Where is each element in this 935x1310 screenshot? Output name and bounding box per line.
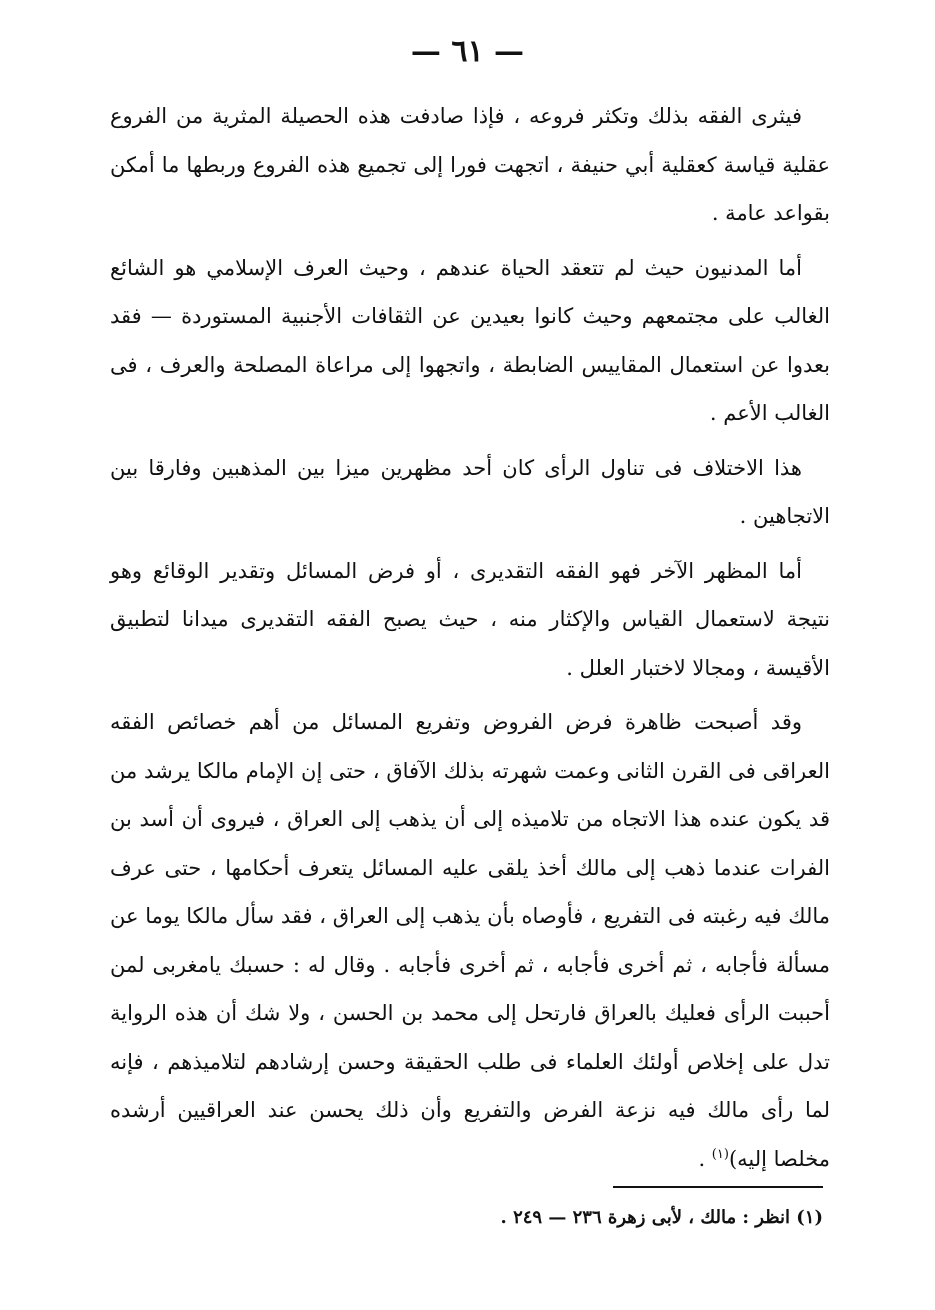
page-number: — ٦١ — <box>410 34 525 69</box>
paragraph-4: أما المظهر الآخر فهو الفقه التقديرى ، أو فرض المسائل وتقدير الوقائع وهو نتيجة لاستعمال القياس والإكثار منه ، حيث يصبح الفقه التقديرى ميدانا لتطبيق الأقيسة ، ومجالا لاختبار العلل . <box>110 558 830 680</box>
paragraph-5-text: وقد أصبحت ظاهرة فرض الفروض وتفريع المسائل من أهم خصائص الفقه العراقى فى القرن الثانى وعمت شهرته بذلك الآفاق ، حتى إن الإمام مالكا يرشد من قد يكون عنده هذا الاتجاه من تلاميذه إلى أن يذهب إلى العراق ، فيروى أن أسد بن الفرات عندما ذهب إلى مالك أخذ يلقى عليه المسائل يتعرف أحكامها ، حتى عرف مالك فيه رغبته فى التفريع ، فأوصاه بأن يذهب إلى العراق ، فقد سأل مالكا يوما عن مسألة فأجابه ، ثم أخرى فأجابه ، ثم أخرى فأجابه . وقال له : حسبك يامغربى لمن أحببت الرأى فعليك بالعراق فارتحل إلى محمد بن الحسن ، ولا شك أن هذه الرواية تدل على إخلاص أولئك العلماء فى طلب الحقيقة وحسن إرشادهم لتلاميذهم ، فإنه لما رأى مالك فيه نزعة الفرض والتفريع وأن ذلك يحسن عند العراقيين أرشده مخلصا إليه) <box>110 710 830 1171</box>
footnote-divider <box>613 1186 823 1188</box>
main-text <box>110 92 830 1189</box>
paragraph-5 <box>110 698 830 1183</box>
footnote: (١) انظر : مالك ، لأبى زهرة ٢٣٦ — ٢٤٩ . <box>500 1207 823 1228</box>
paragraph-2: أما المدنيون حيث لم تتعقد الحياة عندهم ، وحيث العرف الإسلامي هو الشائع الغالب على مجتمعهم وحيث كانوا بعيدين عن الثقافات الأجنبية المستوردة — فقد بعدوا عن استعمال المقاييس الضابطة ، واتجهوا إلى مراعاة المصلحة والعرف ، فى الغالب الأعم . <box>110 255 830 425</box>
paragraph-3: هذا الاختلاف فى تناول الرأى كان أحد مظهرين ميزا بين المذهبين وفارقا بين الاتجاهين . <box>110 455 830 528</box>
footnote-marker: (١) <box>711 1146 729 1162</box>
paragraph-1: فيثرى الفقه بذلك وتكثر فروعه ، فإذا صادفت هذه الحصيلة المثرية من الفروع عقلية قياسة كعقلية أبي حنيفة ، اتجهت فورا إلى تجميع هذه الفروع وربطها ما أمكن بقواعد عامة . <box>110 104 830 225</box>
paragraph-5-end: . <box>698 1146 712 1171</box>
